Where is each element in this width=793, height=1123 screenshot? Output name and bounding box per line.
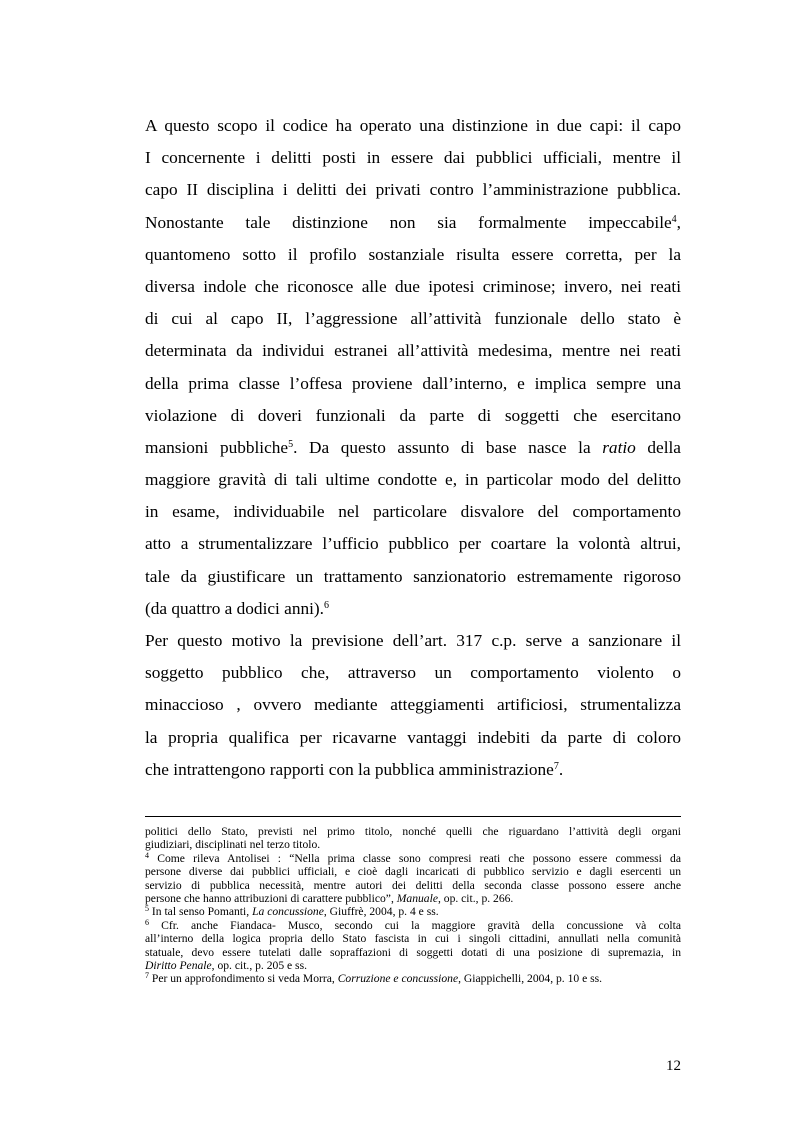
text-line: Nonostante tale distinzione non sia formalmente impeccabile$^4$, xyxy=(145,212,681,232)
text-line: di cui al capo II, l’aggressione all’attività funzionale dello stato è xyxy=(145,309,681,329)
text-line: A questo scopo il codice ha operato una distinzione in due capi: il capo xyxy=(145,116,681,135)
footnote-line: politici dello Stato, previsti nel primo titolo, nonché quelli che riguardano l’attività degli organi xyxy=(145,825,681,838)
footnote-line: giudiziari, disciplinati nel terzo titolo. xyxy=(145,838,321,852)
text-line: capo II disciplina i delitti dei privati contro l’amministrazione pubblica. xyxy=(145,180,681,200)
text-line: soggetto pubblico che, attraverso un comportamento violento o xyxy=(145,663,681,683)
footnote-6: $^6$ Cfr. anche Fiandaca- Musco, secondo cui la maggiore gravità della concussione và colta xyxy=(145,917,681,932)
footnote-line: all’interno della logica propria dello Stato fascista in cui i singoli cittadini, annullati nella comunità xyxy=(145,932,681,946)
text-line: maggiore gravità di tali ultime condotte e, in particolar modo del delitto xyxy=(145,470,681,490)
footnote-ref-5: 5 xyxy=(288,438,294,450)
text-line: Per questo motivo la previsione dell’art. 317 c.p. serve a sanzionare il xyxy=(145,631,681,650)
text-line: determinata da individui estranei all’attività medesima, mentre nei reati xyxy=(145,341,681,361)
footnote-4: $^4$ Come rileva Antolisei : “Nella prima classe sono compresi reati che possono essere commessi da xyxy=(145,850,681,865)
text-line: tale da giustificare un trattamento sanzionatorio estremamente rigoroso xyxy=(145,566,681,586)
text-line: quantomeno sotto il profilo sostanziale risulta essere corretta, per la xyxy=(145,244,681,264)
text-line: atto a strumentalizzare l’ufficio pubblico per coartare la volontà altrui, xyxy=(145,534,681,554)
footnote-line: servizio di pubblica necessità, mentre autori dei delitti della seconda classe possono essere anche xyxy=(145,878,681,892)
text-line: che intrattengono rapporti con la pubblica amministrazione$^7$. xyxy=(145,759,564,779)
text-line: in esame, individuabile nel particolare disvalore del comportamento xyxy=(145,502,681,522)
text-line: diversa indole che riconosce alle due ipotesi criminose; invero, nei reati xyxy=(145,276,681,296)
italic-term: ratio xyxy=(602,437,636,457)
footnote-ref-4: 4 xyxy=(671,213,677,225)
footnote-ref-6: 6 xyxy=(324,599,329,611)
text-line: violazione di doveri funzionali da parte di soggetti che esercitano xyxy=(145,405,681,425)
footnote-5: $^5$ In tal senso Pomanti, La concussione, Giuffrè, 2004, p. 4 e ss. xyxy=(145,904,439,919)
footnote-line: persone diverse dai pubblici ufficiali, e cioè dagli incaricati di pubblico servizio e dagli esercenti un xyxy=(145,865,681,879)
footnote-ref-7: 7 xyxy=(553,760,559,772)
footnote-separator xyxy=(145,816,681,817)
footnotes xyxy=(145,825,681,986)
footnote-line: statuale, devo essere tutelati dalle sopraffazioni di soggetti dotati di una posizione di supremazia, in xyxy=(145,945,681,959)
text-line: mansioni pubbliche$^5$. Da questo assunto di base nasce la ratio della xyxy=(145,437,681,457)
main-text xyxy=(145,110,681,786)
text-line: I concernente i delitti posti in essere dai pubblici ufficiali, mentre il xyxy=(145,148,681,168)
text-line: minaccioso , ovvero mediante atteggiamenti artificiosi, strumentalizza xyxy=(145,695,681,715)
text-line: (da quattro a dodici anni).$^6$ xyxy=(145,598,329,618)
footnote-line: Diritto Penale, op. cit., p. 205 e ss. xyxy=(145,958,307,972)
footnote-line: persone che hanno attribuzioni di carattere pubblico”, Manuale, op. cit., p. 266. xyxy=(145,891,514,905)
text-line: della prima classe l’offesa proviene dall’interno, e implica sempre una xyxy=(145,373,681,393)
text-line: la propria qualifica per ricavarne vantaggi indebiti da parte di coloro xyxy=(145,727,681,747)
footnote-7: $^7$ Per un approfondimento si veda Morra, Corruzione e concussione, Giappichelli, 2004, p. 10 e ss. xyxy=(145,971,603,986)
page-number: 12 xyxy=(666,1058,681,1074)
